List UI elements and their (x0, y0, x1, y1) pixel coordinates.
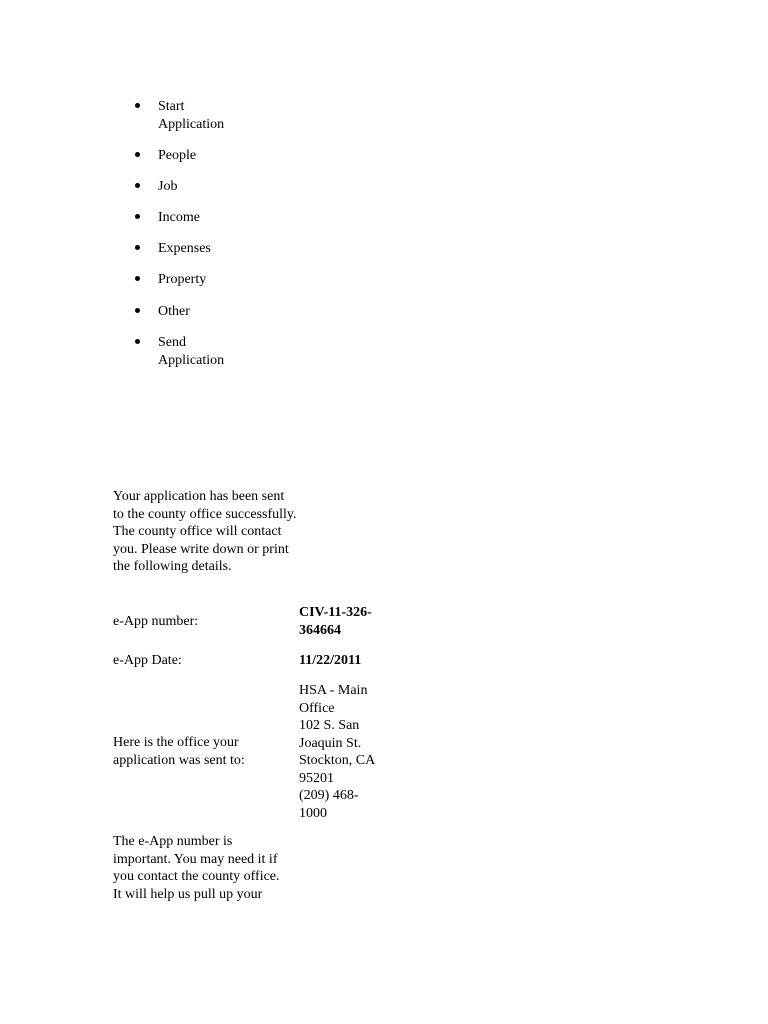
step-send-application[interactable] (158, 334, 268, 369)
office-address-line: 1000 (299, 805, 327, 821)
step-property[interactable] (158, 271, 268, 289)
office-label-line: Here is the office your (113, 735, 239, 750)
step-other[interactable] (158, 303, 268, 321)
step-label-line: Other (158, 304, 190, 319)
bullet-icon (135, 276, 140, 281)
office-label-line: application was sent to: (113, 752, 245, 768)
eapp-number-note (113, 833, 298, 903)
note-line: you contact the county office. (113, 869, 280, 884)
bullet-icon (135, 183, 140, 188)
bullet-icon (135, 214, 140, 219)
bullet-icon (135, 152, 140, 157)
step-label-line: Application (158, 352, 225, 368)
step-income[interactable] (158, 209, 268, 227)
step-label-line: Income (158, 210, 200, 225)
step-start-application[interactable] (158, 98, 268, 133)
eapp-number-label: e-App number: (113, 614, 199, 629)
note-line: important. You may need it if (113, 851, 278, 867)
eapp-number-value (299, 604, 384, 639)
step-label-line: Application (158, 116, 225, 132)
office-address-line: Office (299, 700, 335, 716)
bullet-icon (135, 339, 140, 344)
step-label-line: Job (158, 179, 178, 194)
note-line: It will help us pull up your (113, 886, 263, 902)
office-label (113, 734, 293, 769)
eapp-date-value: 11/22/2011 (299, 653, 362, 668)
eapp-number-value-line: CIV-11-326- (299, 605, 372, 620)
bullet-icon (135, 308, 140, 313)
confirmation-message: Your application has been sent to the county office successfully. The county office will contact you. Please write down or print the following details. (113, 489, 297, 574)
eapp-date-label: e-App Date: (113, 653, 182, 668)
office-address (299, 682, 389, 822)
office-address-line: HSA - Main (299, 683, 368, 698)
step-expenses[interactable] (158, 240, 268, 258)
office-address-line: 95201 (299, 770, 334, 786)
step-label-line: Start (158, 99, 185, 114)
step-label-line: Property (158, 272, 207, 287)
step-label-line: Expenses (158, 241, 211, 256)
bullet-icon (135, 245, 140, 250)
step-label-line: Send (158, 335, 186, 350)
office-address-line: Joaquin St. (299, 735, 362, 751)
step-job[interactable] (158, 178, 268, 196)
office-address-line: 102 S. San (299, 718, 360, 733)
office-address-line: Stockton, CA (299, 753, 376, 768)
eapp-number-value-line: 364664 (299, 622, 341, 638)
step-label-line: People (158, 148, 197, 163)
step-people[interactable] (158, 147, 268, 165)
bullet-icon (135, 103, 140, 108)
office-address-line: (209) 468- (299, 788, 359, 803)
note-line: The e-App number is (113, 834, 233, 849)
